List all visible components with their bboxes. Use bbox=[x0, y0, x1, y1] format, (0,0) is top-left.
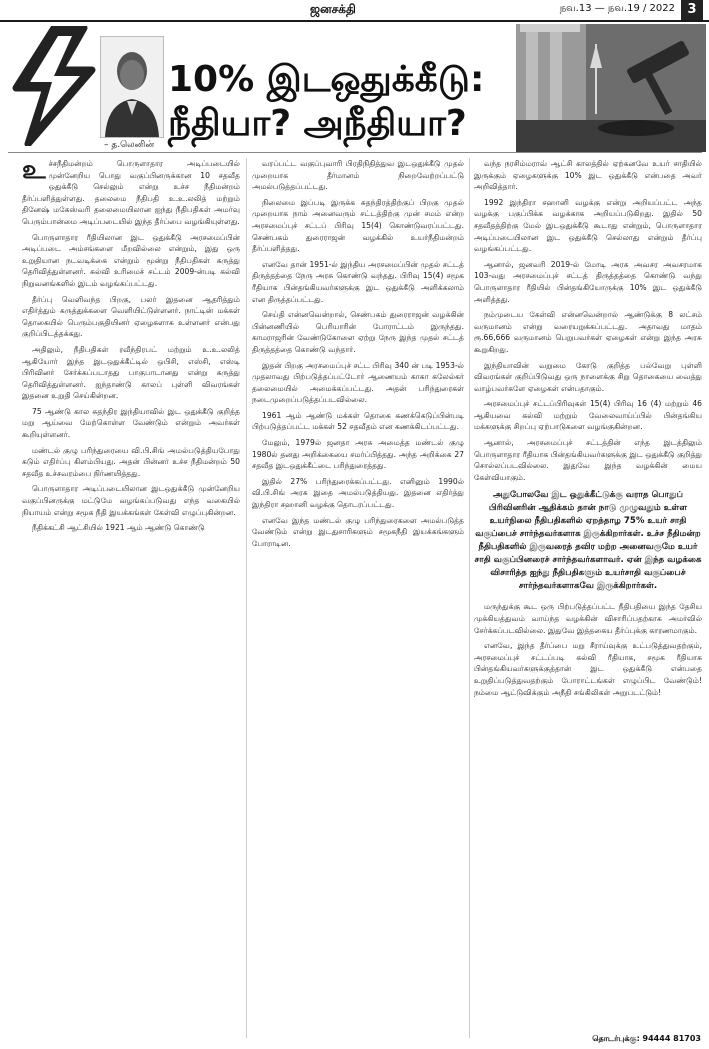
paragraph: 75 ஆண்டு கால சுதந்திர இந்தியாவில் இட ஒதுக்கீடு குறித்த மறு ஆய்வை மேற்கொள்ள வேண்டும் என்றும் அவர்கள் கூறியுள்ளனர். bbox=[22, 406, 240, 440]
paragraph: தீர்ப்பு வெளிவந்த பிறகு, பலர் இதனை ஆதரித்தும் எதிர்த்தும் கருத்துக்களை வெளியிட்டுள்ளனர். நாட்டின் மக்கள் தொகையில் பெரும்பகுதியினர் ஏழைகளாக உள்ளனர் என்பது குறிப்பிடத்தக்கது. bbox=[22, 294, 240, 339]
pull-quote: அதுபோலவே இட ஒதுக்கீட்டுக்கு வராத பொதுப் பிரிவினரின் ஆதிக்கம் தான் நாடு முழுவதும் உள்ள உயர்நிலை நீதிபதிகளில் ஏறத்தாழ 75% உயர் சாதி வகுப்பைச் சார்ந்தவர்களாக இருக்கிறார்கள். உச்ச நீதிமன்ற நீதிபதிகளில் இருவரைத் தவிர மற்ற அனைவருமே உயர் சாதி வகுப்பினரைச் சார்ந்தவர்களாவர். ஏன் இந்த வழக்கை விசாரித்த ஐந்து நீதிபதிகளும் உயர்சாதி வகுப்பைச் சார்ந்தவர்களாகவே இருக்கிறார்கள். bbox=[474, 490, 702, 592]
masthead bbox=[0, 0, 709, 22]
paragraph: நிலைமை இப்படி இருக்க சுதந்திரத்திற்குப் பிறகு முதல் முறையாக நாம் அனைவரும் சட்டத்திற்கு முன் சமம் என்ற அரசமைப்புச் சட்டப் பிரிவு 15(4) கொண்டுவரப்பட்டது. செண்பகம் துரைராஜன் வழக்கில் உயர்நீதிமன்றம் தீர்ப்பளித்தது. bbox=[252, 197, 464, 254]
page-number: 3 bbox=[681, 0, 703, 20]
paragraph: வந்த நரசிம்மராவ் ஆட்சி காலத்தில் ஏற்கனவே உயர் சாதியில் இருக்கும் ஏழைகளுக்கு 10% இட ஒதுக்கீடு என்பதை அவர் அறிவித்தார். bbox=[474, 159, 702, 192]
paragraph: இதன் பிறகு அரசமைப்புச் சட்ட பிரிவு 340 ன் படி 1953-ல் முதலாவது பிற்படுத்தப்பட்டோர் ஆணையம் காகா கலேல்கர் தலைமையில் அமைக்கப்பட்டது. அதன் பரிந்துரைகள் நடைமுறைப்படுத்தப்படவில்லை. bbox=[252, 360, 464, 405]
court-photo bbox=[516, 24, 706, 152]
paragraph: எனவே தான் 1951-ல் இந்திய அரசமைப்பின் முதல் சட்டத் திருத்தத்தை நேரு அரசு கொண்டு வந்தது. பிரிவு 15(4) சமூக ரீதியாக பின்தங்கியவர்களுக்கு இட ஒதுக்கீடு அளிக்கலாம் என திருத்தப்பட்டது. bbox=[252, 259, 464, 304]
paragraph: பொருளாதார அடிப்படையிலான இடஒதுக்கீடு முன்னேறிய வகுப்பினருக்கு மட்டுமே வழங்கப்படுவது எந்த வகையில் நியாயம் என்று சமூக நீதி இயக்கங்கள் கேள்வி எழுப்புகின்றன. bbox=[22, 484, 240, 517]
paragraph: இந்தியாவின் வறுமை கோடு குறித்த பல்வேறு புள்ளி விவரங்கள் குறிப்பிடுவது ஒரு நாளைக்கு சிறு தொகையை வைத்து வாழ்பவர்களே ஏழைகள் என்பதாகும். bbox=[474, 360, 702, 393]
paragraph: இதில் 27% பரிந்துரைக்கப்பட்டது. எனினும் 1990ல் வி.பி.சிங் அரசு இதை அமல்படுத்தியது. இதனை எதிர்த்து இந்திரா சஹானி வழக்கு தொடரப்பட்டது. bbox=[252, 476, 464, 510]
paragraph: செய்தி என்னவென்றால், செண்பகம் துரைராஜன் வழக்கின் பின்னணியில் பெரியாரின் போராட்டம் இருந்தது. காமராஜரின் வேண்டுகோளை ஏற்று நேரு இந்த முதல் சட்டத் திருத்தத்தை கொண்டு வந்தார். bbox=[252, 310, 464, 354]
paragraph: 1992 இந்திரா சஹானி வழக்கு என்று அறியப்பட்ட அந்த வழக்கு பகுப்பிக்க வழக்காக அறியப்படுகிறது. இதில் 50 சதவீதத்திற்கு மேல் இடஒதுக்கீடு கூடாது என்றும், பொருளாதார அடிப்படையிலான இட ஒதுக்கீடு செல்லாது என்றும் தீர்ப்பு வழங்கப்பட்டது. bbox=[474, 197, 702, 254]
column-divider bbox=[246, 158, 247, 1038]
header-rule bbox=[8, 152, 702, 153]
article-column-3 bbox=[474, 158, 702, 702]
article-column-1 bbox=[22, 155, 240, 538]
headline-line-2: நீதியா? அநீதியா? bbox=[168, 103, 467, 144]
column-divider bbox=[469, 158, 470, 1038]
author-photo bbox=[100, 36, 164, 138]
drop-cap: உ bbox=[22, 155, 46, 185]
paragraph: ஆனால், அரசமைப்புச் சட்டத்தின் எந்த இடத்திலும் பொருளாதார ரீதியாக பின்தங்கியவர்களுக்கு இட ஒதுக்கீடு குறித்து சொல்லப்படவில்லை. இதுவே இந்த வழக்கின் மைய கேள்வியாகும். bbox=[474, 438, 702, 482]
paragraph: நீதிக்கட்சி ஆட்சியில் 1921 ஆம் ஆண்டு கொண்டு bbox=[32, 523, 205, 533]
paragraph: பொருளாதார ரீதியிலான இட ஒதுக்கீடு அரசமைப்பின் அடிப்படை அம்சங்களை மீறவில்லை என்றும், இது ஒரு உறுதியான நடவடிக்கை என்றும் மூன்று நீதிபதிகள் கருத்து தெரிவித்துள்ளனர். கல்வி உரிமைச் சட்டம் 2009-ன்படி கல்வி நிறுவனங்களில் இடம் வழங்கப்பட்டது. bbox=[22, 232, 240, 288]
paragraph: ச்சநீதிமன்றம் பொருளாதார அடிப்படையில் முன்னேறிய பொது வகுப்பினருக்கான 10 சதவீத ஒதுக்கீடு செல்லும் என்று உச்ச நீதிமன்றம் தீர்ப்பளித்துள்ளது. தலைமை நீதிபதி உ.உ.லலித் மற்றும் தினேஷ் மகேஸ்வரி தலைமையிலான ஐந்து நீதிபதிகள் அமர்வு பெரும்பான்மை அடிப்படையில் இந்த தீர்ப்பை வழங்கியுள்ளது. bbox=[22, 159, 240, 226]
paragraph: மருந்துக்கு கூட ஒரு பிற்படுத்தப்பட்ட நீதிபதியை இந்த தேசிய முக்கியத்துவம் வாய்ந்த வழக்கின் விசாரிப்பதற்காக அமர்வில் சேர்க்கப்படவில்லை. இதுவே இத்தகைய தீர்ப்புக்கு காரணமாகும். bbox=[474, 602, 702, 635]
lightning-bolt-graphic bbox=[0, 22, 100, 150]
paragraph: மண்டல் குழு பரிந்துரையை வி.பி.சிங் அமல்படுத்தியபோது கடும் எதிர்ப்பு கிளம்பியது. அதன் பின்னர் உச்ச நீதிமன்றம் 50 சதவீத உச்சவரம்பை நிர்ணயித்தது. bbox=[22, 445, 240, 478]
paragraph: அரசமைப்புச் சட்டப்பிரிவுகள் 15(4) பிரிவு 16 (4) மற்றும் 46 ஆகியவை கல்வி மற்றும் வேலைவாய்ப்பில் பின்தங்கிய மக்களுக்கு சிறப்பு ஏற்பாடுகளை வழங்குகின்றன. bbox=[474, 399, 702, 432]
paragraph: 1961 ஆம் ஆண்டு மக்கள் தொகை கணக்கெடுப்பின்படி பிற்படுத்தப்பட்ட மக்கள் 52 சதவீதம் என கணக்கிடப்பட்டது. bbox=[252, 410, 464, 432]
paragraph: மேலும், 1979ல் ஜனதா அரசு அமைத்த மண்டல் குழு 1980ல் தனது அறிக்கையை சமர்ப்பித்தது. அந்த அறிக்கை 27 சதவீத இடஒதுக்கீட்டை பரிந்துரைத்தது. bbox=[252, 438, 464, 471]
paragraph: ஆனால், ஜனவரி 2019-ல் மோடி அரசு அவசர அவசரமாக 103-வது அரசமைப்புச் சட்டத் திருத்தத்தை கொண்டு வந்து பொருளாதார ரீதியில் பின்தங்கியோருக்கு 10% இட ஒதுக்கீடு அளித்தது. bbox=[474, 259, 702, 304]
newspaper-name: ஜனசக்தி bbox=[310, 2, 356, 16]
paragraph: எனவே, இந்த தீர்ப்பை மறு சீராய்வுக்கு உட்படுத்துவதற்கும், அரசமைப்புச் சட்டப்படி கல்வி ரீதியாக, சமூக ரீதியாக பின்தங்கியவர்களுக்குத்தான் இட ஒதுக்கீடு என்பதை உறுதிப்படுத்துவதற்கும் போராட்டங்கள் எழுப்பிட வேண்டும்! நம்மை ஆட்டுவிக்கும் அநீதி சங்கிலிகள் அறுபடட்டும்! bbox=[474, 641, 702, 697]
lightning-bolt-icon bbox=[6, 26, 98, 146]
article-column-2 bbox=[252, 158, 464, 553]
headline-line-1: 10% இடஒதுக்கீடு: bbox=[168, 59, 485, 100]
paragraph: அதிலும், நீதிபதிகள் ரவீந்திரபட் மற்றும் உ.உ.லலித் ஆகியோர் இந்த இடஒதுக்கீட்டில் ஒபிசி, எஸ்சி, எஸ்டி பிரிவினர் சேர்க்கப்படாதது பாகுபாடானது என்று கருத்து தெரிவித்துள்ளனர். ஐந்தாண்டு காலப் புள்ளி விவரங்கள் இதனை உறுதி செய்கின்றன. bbox=[22, 344, 240, 401]
issue-date: நவ.13 — நவ.19 / 2022 bbox=[559, 3, 675, 14]
paragraph: வரப்பட்ட வகுப்புவாரி பிரதிநிதித்துவ இடஒதுக்கீடு முதல் முறையாக தீர்மானம் நிறைவேற்றப்பட்டு அமல்படுத்தப்பட்டது. bbox=[252, 159, 464, 192]
paragraph: எனவே இந்த மண்டல் குழு பரிந்துரைகளை அமல்படுத்த வேண்டும் என்று இடதுசாரிகளும் சமூகநீதி இயக்கங்களும் போராடின. bbox=[252, 515, 464, 548]
byline: – த.லெனின் bbox=[104, 140, 155, 150]
headline bbox=[168, 58, 508, 146]
contact-number: தொடர்புக்கு: 94444 81703 bbox=[592, 1034, 701, 1043]
paragraph: நம்முடைய கேள்வி என்னவென்றால் ஆண்டுக்கு 8 லட்சம் வருமானம் என்று வரையறுக்கப்பட்டது. அதாவது மாதம் ரூ.66,666 வருமானம் பெறுபவர்கள் ஏழைகள் என்று இந்த அரசு கூறுகிறது. bbox=[474, 310, 702, 354]
